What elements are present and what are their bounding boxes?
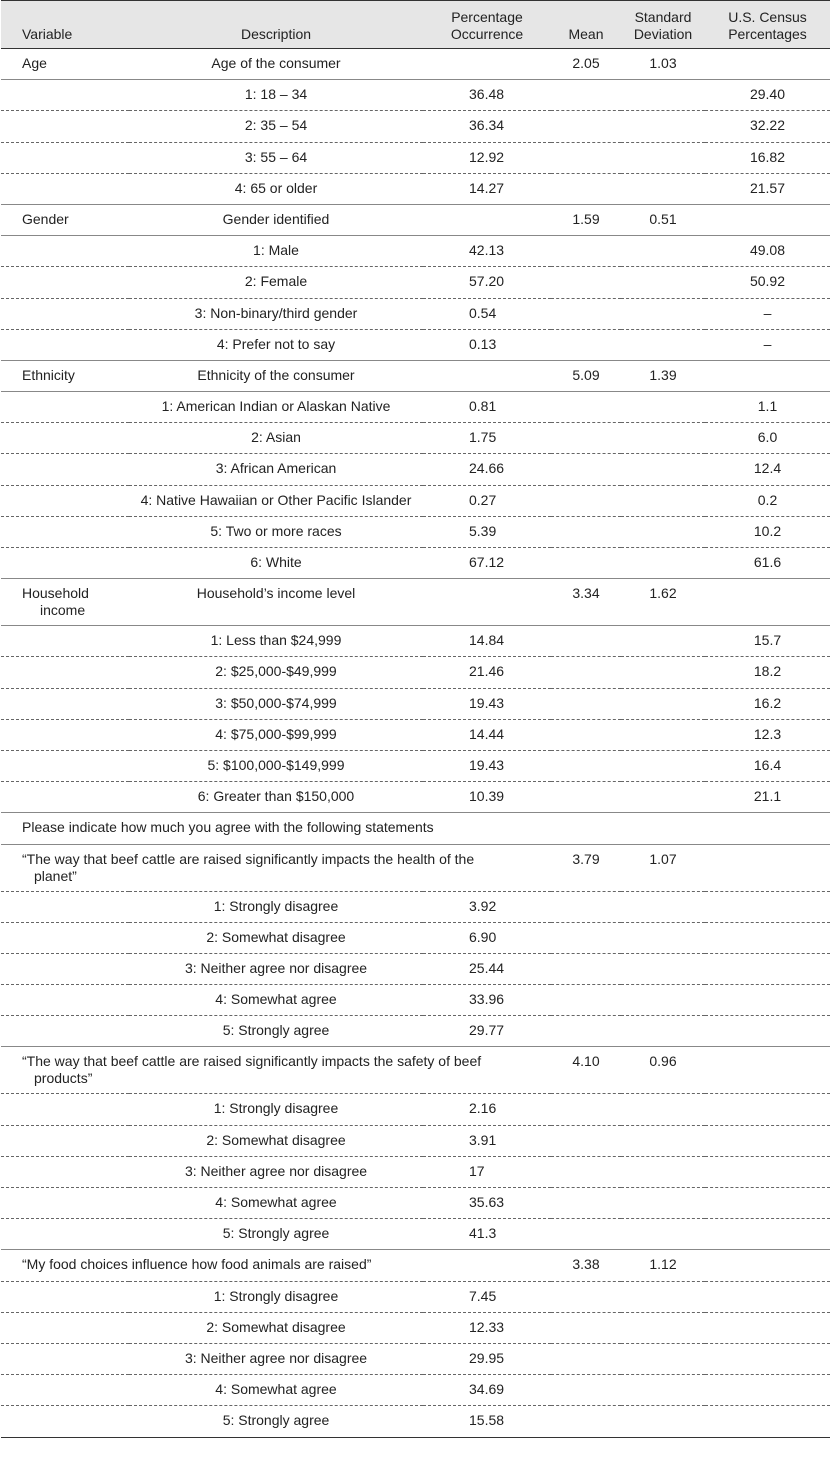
- table-row: [1, 80, 830, 111]
- pct-cell: 21.46: [423, 657, 551, 688]
- table-row: [1, 985, 830, 1016]
- description-cell: 3: African American: [129, 454, 423, 485]
- table-row: [1, 392, 830, 423]
- table-row: [1, 657, 830, 688]
- description-cell: 3: $50,000-$74,999: [129, 688, 423, 719]
- pct-cell: 42.13: [423, 236, 551, 267]
- pct-cell: 19.43: [423, 688, 551, 719]
- statement-row: [1, 844, 830, 891]
- pct-cell: 3.91: [423, 1125, 551, 1156]
- table-row: [1, 485, 830, 516]
- pct-cell: 14.84: [423, 626, 551, 657]
- statement-cell: “The way that beef cattle are raised significantly impacts the health of the planet”: [1, 844, 551, 891]
- table-row: [1, 298, 830, 329]
- description-cell: Ethnicity of the consumer: [129, 360, 423, 391]
- description-cell: 2: Somewhat disagree: [129, 1312, 423, 1343]
- pct-cell: 24.66: [423, 454, 551, 485]
- table-row: [1, 1343, 830, 1374]
- sd-cell: 1.12: [621, 1250, 705, 1281]
- description-cell: Household’s income level: [129, 579, 423, 626]
- description-cell: 1: Less than $24,999: [129, 626, 423, 657]
- description-cell: 2: 35 – 54: [129, 111, 423, 142]
- pct-cell: 67.12: [423, 548, 551, 579]
- pct-cell: 57.20: [423, 267, 551, 298]
- table-row: [1, 953, 830, 984]
- description-cell: 2: Asian: [129, 423, 423, 454]
- description-cell: 5: $100,000-$149,999: [129, 750, 423, 781]
- pct-cell: 29.77: [423, 1016, 551, 1047]
- description-cell: 1: Strongly disagree: [129, 1281, 423, 1312]
- table-row: [1, 891, 830, 922]
- description-cell: 5: Strongly agree: [129, 1219, 423, 1250]
- pct-cell: 33.96: [423, 985, 551, 1016]
- agree-intro: Please indicate how much you agree with the following statements: [1, 813, 830, 844]
- census-cell: 12.3: [705, 719, 830, 750]
- table-row: [1, 360, 830, 391]
- header-standard-deviation: Standard Deviation: [621, 1, 705, 49]
- pct-cell: 29.95: [423, 1343, 551, 1374]
- sd-cell: 0.96: [621, 1047, 705, 1094]
- census-cell: 18.2: [705, 657, 830, 688]
- description-cell: 1: American Indian or Alaskan Native: [129, 392, 423, 423]
- pct-cell: 17: [423, 1156, 551, 1187]
- description-cell: 4: Somewhat agree: [129, 985, 423, 1016]
- table-row: [1, 173, 830, 204]
- sd-cell: 1.39: [621, 360, 705, 391]
- description-cell: 2: $25,000-$49,999: [129, 657, 423, 688]
- census-cell: 16.4: [705, 750, 830, 781]
- census-cell: 21.1: [705, 782, 830, 813]
- pct-cell: 15.58: [423, 1406, 551, 1437]
- description-cell: 5: Strongly agree: [129, 1406, 423, 1437]
- census-cell: 32.22: [705, 111, 830, 142]
- census-cell: 49.08: [705, 236, 830, 267]
- pct-cell: 7.45: [423, 1281, 551, 1312]
- pct-cell: 14.27: [423, 173, 551, 204]
- table-row: [1, 750, 830, 781]
- pct-cell: 5.39: [423, 516, 551, 547]
- demographics-table: [1, 0, 830, 1438]
- pct-cell: 0.13: [423, 329, 551, 360]
- table-row: [1, 267, 830, 298]
- census-cell: 6.0: [705, 423, 830, 454]
- description-cell: Gender identified: [129, 204, 423, 235]
- pct-cell: 0.81: [423, 392, 551, 423]
- table-row: [1, 1125, 830, 1156]
- census-cell: –: [705, 329, 830, 360]
- census-cell: 15.7: [705, 626, 830, 657]
- statement-cell: “My food choices influence how food animals are raised”: [1, 1250, 551, 1281]
- sd-cell: 1.03: [621, 49, 705, 80]
- mean-cell: 4.10: [551, 1047, 621, 1094]
- census-cell: 61.6: [705, 548, 830, 579]
- description-cell: 3: Neither agree nor disagree: [129, 1343, 423, 1374]
- mean-cell: 1.59: [551, 204, 621, 235]
- pct-cell: 41.3: [423, 1219, 551, 1250]
- mean-cell: 3.34: [551, 579, 621, 626]
- table-row: [1, 111, 830, 142]
- table-row: [1, 548, 830, 579]
- census-cell: 0.2: [705, 485, 830, 516]
- pct-cell: 0.27: [423, 485, 551, 516]
- table-row: [1, 922, 830, 953]
- pct-cell: 6.90: [423, 922, 551, 953]
- mean-cell: 3.38: [551, 1250, 621, 1281]
- description-cell: 1: 18 – 34: [129, 80, 423, 111]
- description-cell: 2: Somewhat disagree: [129, 1125, 423, 1156]
- description-cell: 4: Somewhat agree: [129, 1188, 423, 1219]
- census-cell: 10.2: [705, 516, 830, 547]
- census-cell: 21.57: [705, 173, 830, 204]
- table-row: [1, 49, 830, 80]
- pct-cell: 1.75: [423, 423, 551, 454]
- census-cell: 16.2: [705, 688, 830, 719]
- pct-cell: 3.92: [423, 891, 551, 922]
- description-cell: 1: Strongly disagree: [129, 891, 423, 922]
- table-row: [1, 1156, 830, 1187]
- statement-row: [1, 1250, 830, 1281]
- description-cell: 3: Non-binary/third gender: [129, 298, 423, 329]
- header-census-percentages: U.S. Census Percentages: [705, 1, 830, 49]
- description-cell: 4: 65 or older: [129, 173, 423, 204]
- section-intro-row: [1, 813, 830, 844]
- sd-cell: 1.62: [621, 579, 705, 626]
- mean-cell: 3.79: [551, 844, 621, 891]
- census-cell: 1.1: [705, 392, 830, 423]
- variable-cell: Household income: [1, 579, 129, 626]
- table-row: [1, 1188, 830, 1219]
- table-row: [1, 1016, 830, 1047]
- header-description: Description: [129, 1, 423, 49]
- header-percentage-occurrence: Percentage Occurrence: [423, 1, 551, 49]
- description-cell: 6: Greater than $150,000: [129, 782, 423, 813]
- description-cell: 2: Female: [129, 267, 423, 298]
- pct-cell: 19.43: [423, 750, 551, 781]
- description-cell: 1: Male: [129, 236, 423, 267]
- description-cell: 2: Somewhat disagree: [129, 922, 423, 953]
- sd-cell: 1.07: [621, 844, 705, 891]
- pct-cell: 36.34: [423, 111, 551, 142]
- pct-cell: 14.44: [423, 719, 551, 750]
- description-cell: 3: Neither agree nor disagree: [129, 1156, 423, 1187]
- pct-cell: 12.33: [423, 1312, 551, 1343]
- pct-cell: 36.48: [423, 80, 551, 111]
- header-row: [1, 1, 830, 49]
- description-cell: 3: 55 – 64: [129, 142, 423, 173]
- pct-cell: 12.92: [423, 142, 551, 173]
- census-cell: 29.40: [705, 80, 830, 111]
- description-cell: 5: Strongly agree: [129, 1016, 423, 1047]
- description-cell: 5: Two or more races: [129, 516, 423, 547]
- table-row: [1, 1312, 830, 1343]
- mean-cell: 5.09: [551, 360, 621, 391]
- table-row: [1, 1375, 830, 1406]
- table-row: [1, 719, 830, 750]
- census-cell: 50.92: [705, 267, 830, 298]
- pct-cell: 25.44: [423, 953, 551, 984]
- census-cell: 12.4: [705, 454, 830, 485]
- pct-cell: 35.63: [423, 1188, 551, 1219]
- pct-cell: 10.39: [423, 782, 551, 813]
- variable-cell: Ethnicity: [1, 360, 129, 391]
- table-row: [1, 142, 830, 173]
- table-row: [1, 782, 830, 813]
- table-row: [1, 1219, 830, 1250]
- table-row: [1, 1281, 830, 1312]
- description-cell: 1: Strongly disagree: [129, 1094, 423, 1125]
- census-cell: –: [705, 298, 830, 329]
- sd-cell: 0.51: [621, 204, 705, 235]
- description-cell: 3: Neither agree nor disagree: [129, 953, 423, 984]
- description-cell: 4: Somewhat agree: [129, 1375, 423, 1406]
- pct-cell: 34.69: [423, 1375, 551, 1406]
- header-variable: Variable: [1, 1, 129, 49]
- mean-cell: 2.05: [551, 49, 621, 80]
- variable-cell: Age: [1, 49, 129, 80]
- table-row: [1, 1094, 830, 1125]
- description-cell: Age of the consumer: [129, 49, 423, 80]
- header-mean: Mean: [551, 1, 621, 49]
- description-cell: 4: Prefer not to say: [129, 329, 423, 360]
- statement-cell: “The way that beef cattle are raised significantly impacts the safety of beef products”: [1, 1047, 551, 1094]
- census-cell: 16.82: [705, 142, 830, 173]
- table-row: [1, 626, 830, 657]
- description-cell: 6: White: [129, 548, 423, 579]
- table-row: [1, 688, 830, 719]
- statement-row: [1, 1047, 830, 1094]
- pct-cell: 2.16: [423, 1094, 551, 1125]
- description-cell: 4: $75,000-$99,999: [129, 719, 423, 750]
- table-row: [1, 1406, 830, 1437]
- table-row: [1, 204, 830, 235]
- table-row: [1, 579, 830, 626]
- table-row: [1, 516, 830, 547]
- description-cell: 4: Native Hawaiian or Other Pacific Islander: [129, 485, 423, 516]
- variable-cell: Gender: [1, 204, 129, 235]
- pct-cell: 0.54: [423, 298, 551, 329]
- table-row: [1, 329, 830, 360]
- table-row: [1, 454, 830, 485]
- table-row: [1, 423, 830, 454]
- table-row: [1, 236, 830, 267]
